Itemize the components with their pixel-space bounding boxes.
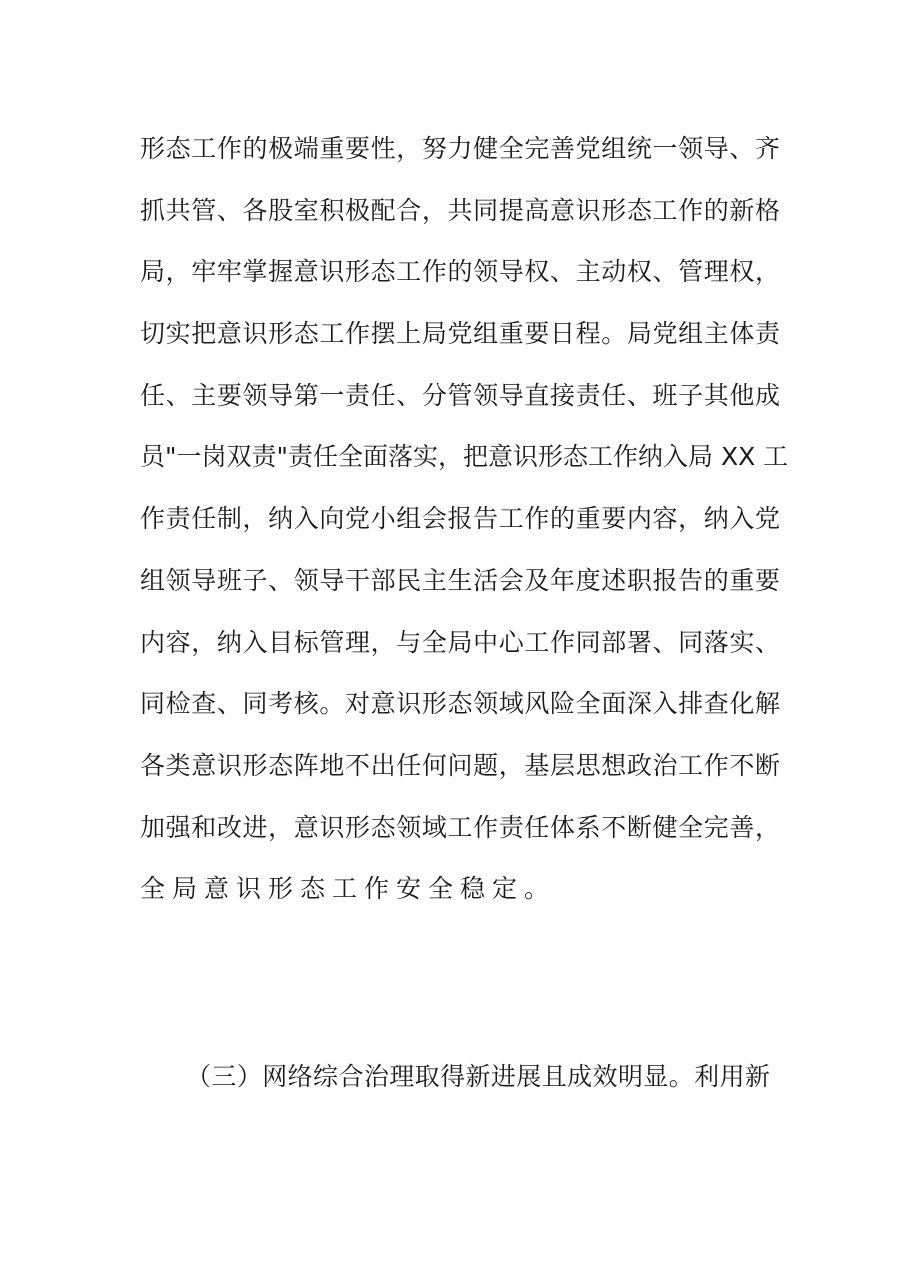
paragraph-line-2: 抓共管、各股室积极配合，共同提高意识形态工作的新格 (140, 195, 780, 225)
paragraph-line-6: 员"一岗双责"责任全面落实，把意识形态工作纳入局 XX 工 (140, 442, 789, 472)
paragraph-line-12: 加强和改进，意识形态领域工作责任体系不断健全完善， (140, 812, 780, 842)
paragraph-line-13: 全局意识形态工作安全稳定。 (140, 874, 557, 904)
paragraph-line-1: 形态工作的极端重要性，努力健全完善党组统一领导、齐 (140, 134, 780, 163)
section-heading-three: （三）网络综合治理取得新进展且成效明显。利用新 (186, 1062, 770, 1091)
paragraph-line-4: 切实把意识形态工作摆上局党组重要日程。局党组主体责 (140, 319, 780, 349)
paragraph-line-8: 组领导班子、领导干部民主生活会及年度述职报告的重要 (140, 565, 780, 595)
body-paragraph (140, 118, 789, 920)
paragraph-line-11: 各类意识形态阵地不出任何问题，基层思想政治工作不断 (140, 750, 780, 780)
paragraph-line-7: 作责任制，纳入向党小组会报告工作的重要内容，纳入党 (140, 504, 780, 534)
paragraph-line-9: 内容，纳入目标管理，与全局中心工作同部署、同落实、 (140, 627, 780, 657)
paragraph-line-10: 同检查、同考核。对意识形态领域风险全面深入排查化解 (140, 689, 780, 719)
paragraph-line-5: 任、主要领导第一责任、分管领导直接责任、班子其他成 (140, 380, 780, 410)
paragraph-line-3: 局，牢牢掌握意识形态工作的领导权、主动权、管理权， (140, 257, 780, 287)
